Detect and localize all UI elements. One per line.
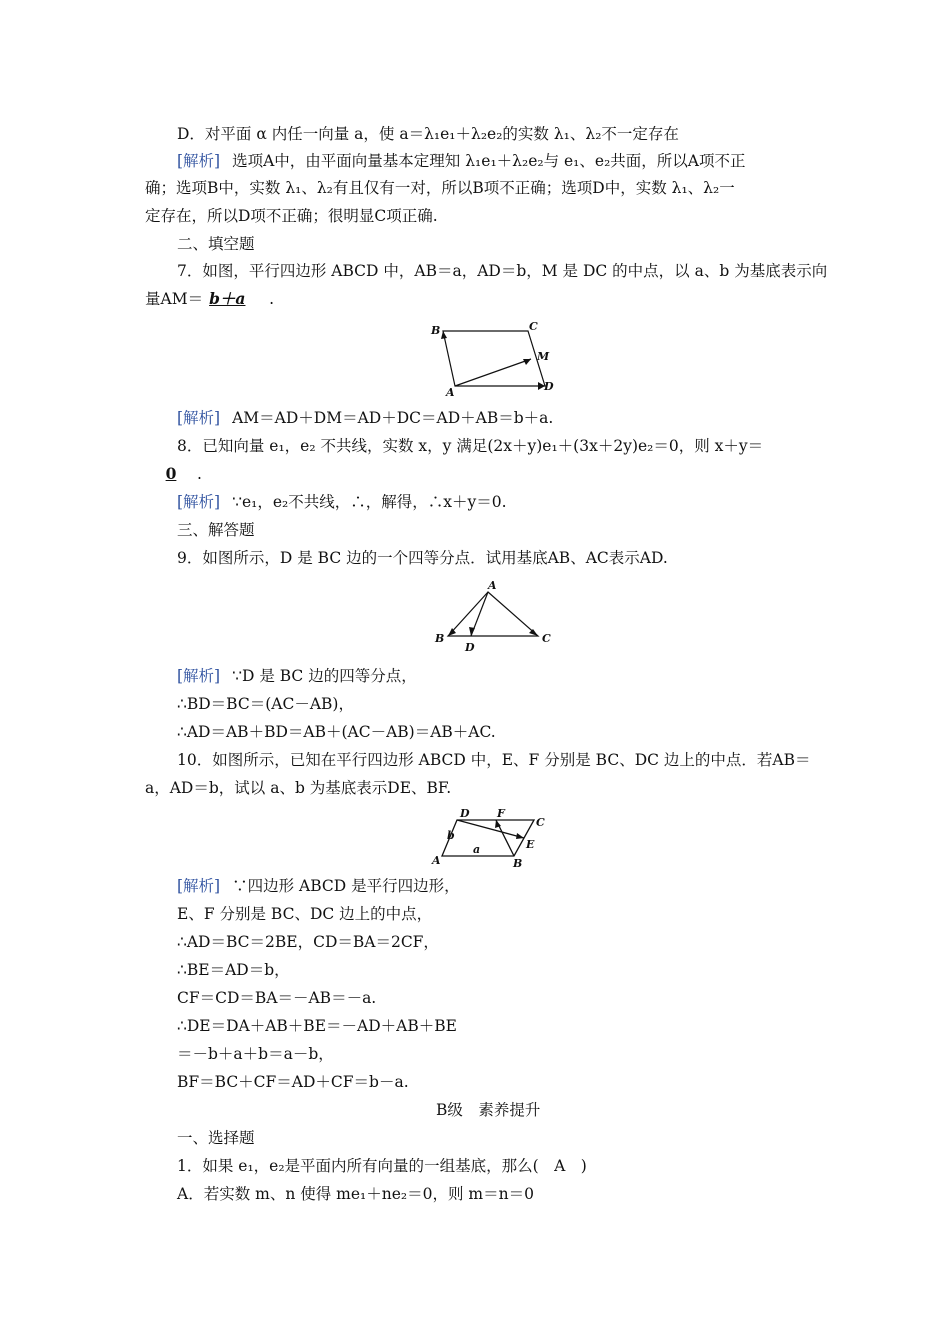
analysis-line: [解析] ∵D 是 BC 边的四等分点， xyxy=(177,667,417,685)
text-line: ＝－b＋a＋b＝a－b， xyxy=(177,1045,334,1063)
label-b: B xyxy=(431,324,441,337)
text-line: a，AD＝b，试以 a、b 为基底表示DE、BF. xyxy=(145,779,452,797)
arrowhead xyxy=(441,331,447,339)
text-line: ∴BD＝BC＝(AC－AB)， xyxy=(177,695,354,713)
parallelogram-abcd xyxy=(443,331,545,386)
analysis-line: [解析] AM＝AD＋DM＝AD＋DC＝AD＋AB＝b＋a. xyxy=(177,409,554,427)
triangle-abc xyxy=(448,592,538,636)
question-9: 9．如图所示，D 是 BC 边的一个四等分点．试用基底AB、AC表示AD. xyxy=(177,549,668,567)
question-8: 8．已知向量 e₁，e₂ 不共线，实数 x，y 满足(2x＋y)e₁＋(3x＋2y)e₂＝0，则 x＋y＝ xyxy=(177,437,764,455)
label-b: B xyxy=(513,857,523,870)
section-heading: 二、填空题 xyxy=(177,235,255,253)
arrowhead xyxy=(516,833,524,839)
label-vector-b: b xyxy=(447,829,455,842)
answer-blank: b＋a xyxy=(209,289,246,308)
label-b: B xyxy=(435,632,445,645)
analysis-tag: [解析] xyxy=(177,409,221,427)
analysis-tag: [解析] xyxy=(177,493,221,511)
section-heading: 一、选择题 xyxy=(177,1129,255,1147)
analysis-line: [解析] ∵e₁，e₂不共线，∴，解得，∴x＋y＝0. xyxy=(177,493,507,511)
level-heading: B级 素养提升 xyxy=(436,1101,541,1119)
text-line: 确；选项B中，实数 λ₁、λ₂有且仅有一对，所以B项不正确；选项D中，实数 λ₁、λ₂一 xyxy=(145,179,735,197)
section-heading: 三、解答题 xyxy=(177,521,255,539)
analysis-line: [解析] ∵四边形 ABCD 是平行四边形， xyxy=(177,877,460,895)
answer-blank: 0 xyxy=(165,464,177,483)
option-a: A．若实数 m、n 使得 me₁＋ne₂＝0，则 m＝n＝0 xyxy=(177,1185,534,1203)
text-line: ∴DE＝DA＋AB＋BE＝－AD＋AB＋BE xyxy=(177,1017,457,1035)
label-a: A xyxy=(446,386,455,399)
label-vector-a: a xyxy=(473,843,481,856)
label-d: D xyxy=(465,641,475,654)
question-1: 1．如果 e₁，e₂是平面内所有向量的一组基底，那么( A ) xyxy=(177,1157,587,1175)
analysis-tag: [解析] xyxy=(177,877,221,895)
label-c: C xyxy=(542,632,551,645)
label-c: C xyxy=(536,816,545,829)
question-7: 7．如图，平行四边形 ABCD 中，AB＝a，AD＝b，M 是 DC 的中点，以 a、b 为基底表示向 xyxy=(177,262,828,280)
segment-de xyxy=(457,820,524,838)
text-line: 定存在，所以D项不正确；很明显C项正确. xyxy=(145,207,438,225)
option-d: D．对平面 α 内任一向量 a，使 a＝λ₁e₁＋λ₂e₂的实数 λ₁、λ₂不一定存在 xyxy=(177,125,679,143)
text-line: ∴AD＝BC＝2BE，CD＝BA＝2CF， xyxy=(177,933,439,951)
label-a: A xyxy=(432,854,441,867)
label-f: F xyxy=(497,807,505,820)
label-e: E xyxy=(526,838,535,851)
analysis-line: [解析] 选项A中，由平面向量基本定理知 λ₁e₁＋λ₂e₂与 e₁、e₂共面，所以A项不正 xyxy=(177,152,746,170)
text-line: CF＝CD＝BA＝－AB＝－a. xyxy=(177,989,377,1007)
label-a: A xyxy=(488,579,497,592)
text-line: ∴AD＝AB＋BD＝AB＋(AC－AB)＝AB＋AC. xyxy=(177,723,496,741)
vector-am xyxy=(455,359,531,386)
figure-parallelogram-7 xyxy=(425,320,560,400)
label-m: M xyxy=(537,350,550,363)
question-8-answer-line: 0 . xyxy=(145,464,202,484)
label-c: C xyxy=(529,320,538,333)
text-line: ∴BE＝AD＝b， xyxy=(177,961,290,979)
figure-triangle-9 xyxy=(430,578,555,656)
analysis-tag: [解析] xyxy=(177,667,221,685)
label-d: D xyxy=(460,807,470,820)
label-d: D xyxy=(544,380,554,393)
analysis-tag: [解析] xyxy=(177,152,221,170)
question-7-answer-line: 量AM＝ b＋a . xyxy=(145,289,275,308)
text-line: BF＝BC＋CF＝AD＋CF＝b－a. xyxy=(177,1073,409,1091)
question-10: 10．如图所示，已知在平行四边形 ABCD 中，E、F 分别是 BC、DC 边上的中点．若AB＝ xyxy=(177,751,811,769)
figure-parallelogram-10 xyxy=(430,806,555,870)
text-line: E、F 分别是 BC、DC 边上的中点， xyxy=(177,905,433,923)
